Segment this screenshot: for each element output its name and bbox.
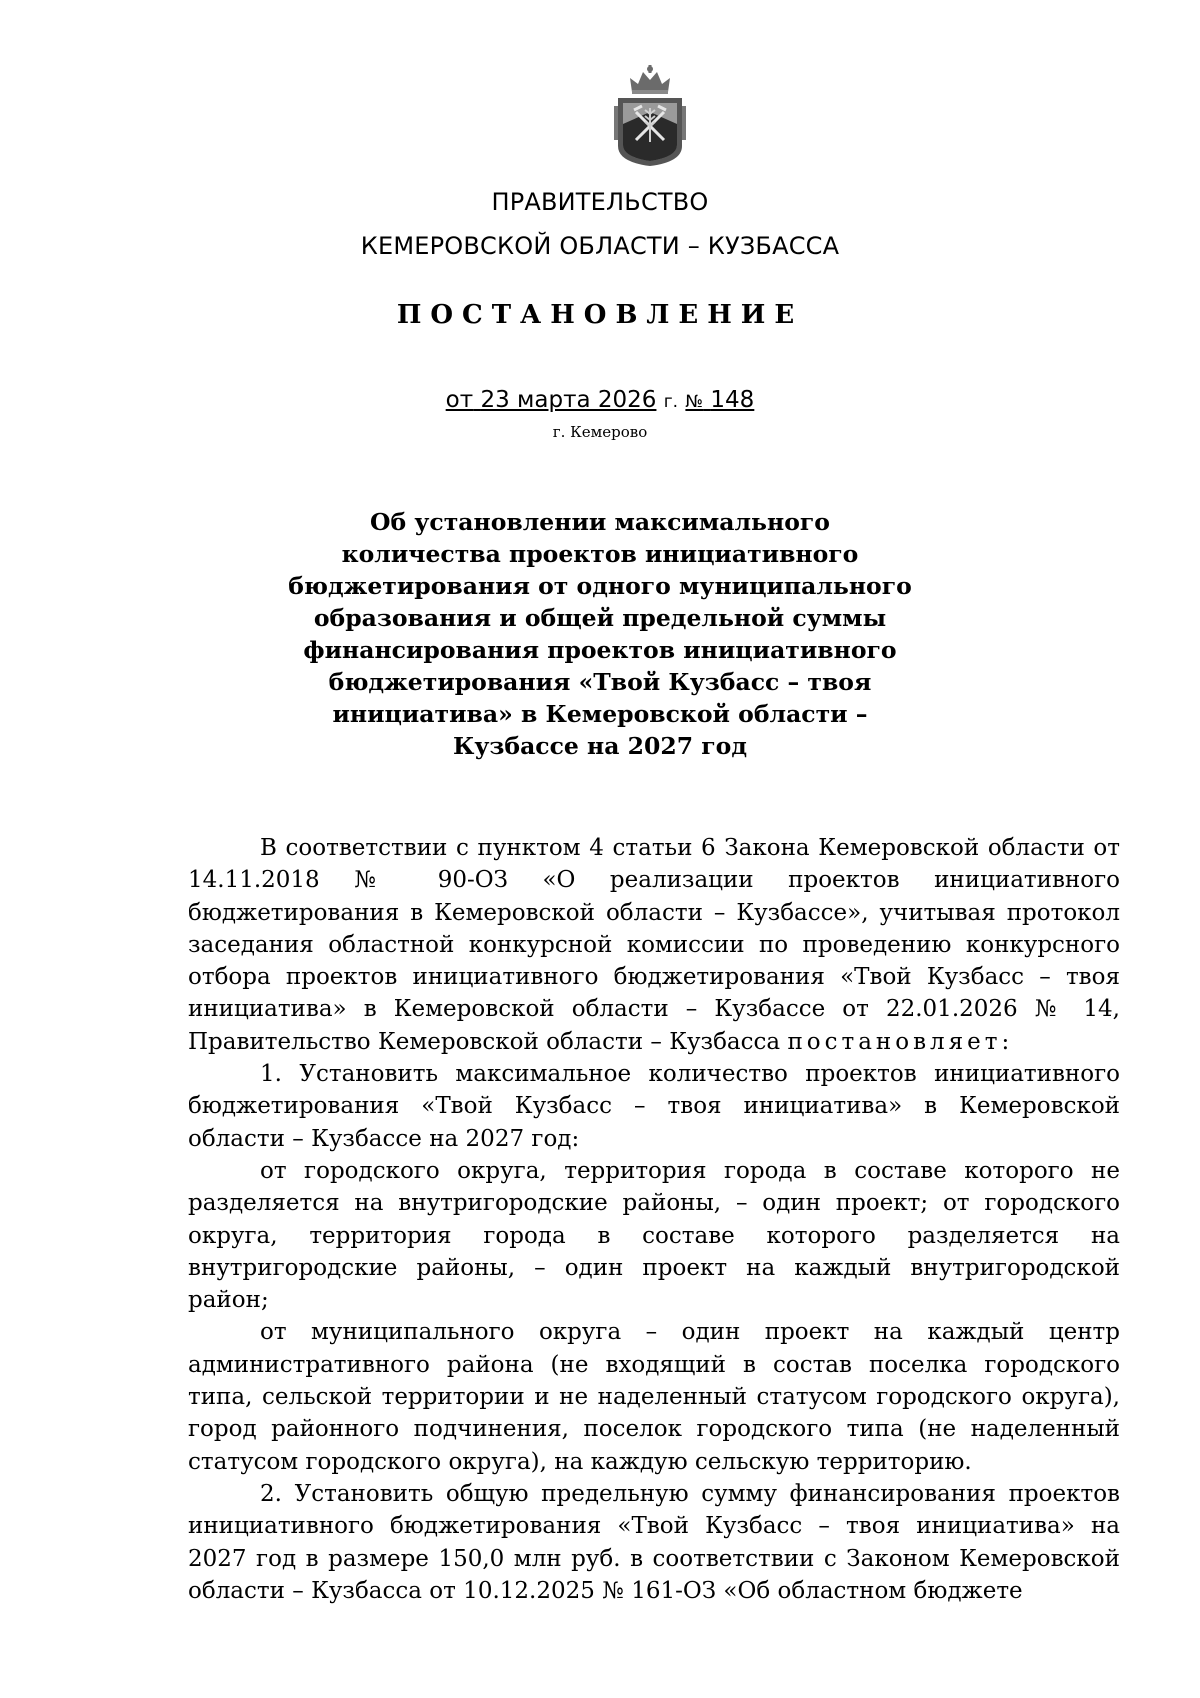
title-line: образования и общей предельной суммы (313, 604, 887, 632)
kemerovo-region-coat-of-arms-icon (612, 62, 688, 168)
date-prefix: от (445, 387, 474, 413)
item-1-paragraph: 1. Установить максимальное количество проектов инициативного бюджетирования «Твой Кузбасс – твоя инициатива» в Кемеровской области – Кузбассе на 2027 год: (188, 1061, 1120, 1152)
organization-name-line1: ПРАВИТЕЛЬСТВО (491, 188, 709, 216)
preamble-text: В соответствии с пунктом 4 статьи 6 Закона Кемеровской области от 14.11.2018 № 90-ОЗ «О реализации проектов инициативного бюджетирования в Кемеровской области – Кузбассе», учитывая протокол заседания областной конкурсной комиссии по проведению конкурсного отбора проектов инициативного бюджетирования «Твой Кузбасс – твоя инициатива» в Кемеровской области – Кузбассе от 22.01.2026 № 14, Правительство Кемеровской области – Кузбасса (188, 835, 1120, 1055)
preamble-paragraph (188, 832, 1120, 1058)
date-field (446, 387, 657, 413)
title-line: бюджетирования «Твой Кузбасс – твоя (328, 668, 872, 696)
organization-name-line2: КЕМЕРОВСКОЙ ОБЛАСТИ – КУЗБАССА (360, 232, 840, 260)
title-line: Об установлении максимального (370, 508, 830, 536)
city-name: г. Кемерово (552, 423, 648, 441)
year-suffix: г. (663, 392, 679, 412)
title-line: финансирования проектов инициативного (303, 636, 897, 664)
title-line: Кузбассе на 2027 год (452, 732, 747, 760)
item-2-paragraph: 2. Установить общую предельную сумму финансирования проектов инициативного бюджетирования «Твой Кузбасс – твоя инициатива» на 2027 год в размере 150,0 млн руб. в соответствии с Законом Кемеровской области – Кузбасса от 10.12.2025 № 161-ОЗ «Об областном бюджете (188, 1480, 1120, 1604)
item-1a-paragraph: от городского округа, территория города в составе которого не разделяется на внутригородские районы, – один проект; от городского округа, территория города в составе которого разделяется на внутригородские районы, – один проект на каждый внутригородской район; (188, 1157, 1120, 1314)
document-title (280, 506, 920, 762)
decree-word: постановляет: (787, 1028, 1014, 1055)
document-number: 148 (710, 387, 755, 413)
item-1b-paragraph: от муниципального округа – один проект на каждый центр административного района (не входящий в состав поселка городского типа, сельской территории и не наделенный статусом городского округа), город районного подчинения, поселок городского типа (не наделенный статусом городского округа), на каждую сельскую территорию. (188, 1319, 1120, 1475)
date-number-line (0, 387, 1200, 413)
document-type: ПОСТАНОВЛЕНИЕ (396, 300, 804, 330)
number-field (685, 387, 754, 413)
title-line: бюджетирования от одного муниципального (288, 572, 912, 600)
number-sign: № (685, 392, 704, 412)
document-date: 23 марта 2026 (480, 387, 657, 413)
title-line: количества проектов инициативного (341, 540, 859, 568)
title-line: инициатива» в Кемеровской области – (332, 700, 868, 728)
document-body (188, 832, 1120, 1607)
